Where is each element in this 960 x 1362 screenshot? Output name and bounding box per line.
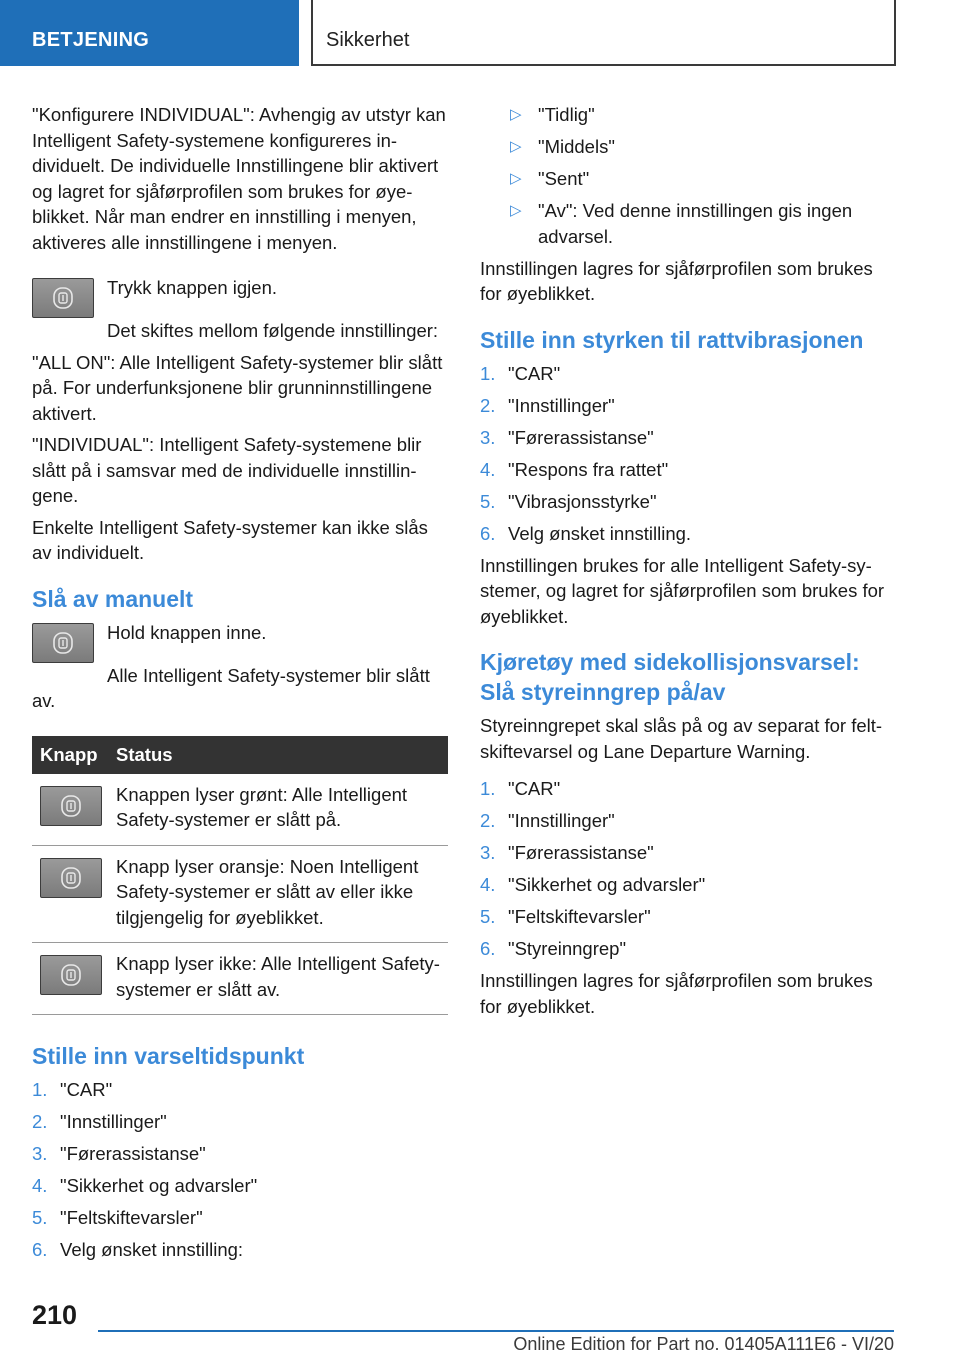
list-item: 3. "Førerassistanse" [480, 842, 654, 863]
list-item: 6. Velg ønsket innstilling. [480, 522, 692, 544]
list-item: 1. "CAR" [480, 778, 561, 799]
intro-paragraph: "Konfigurere INDIVIDUAL": Avhengig av utstyr kan Intelligent Safety-systemene konfigureres individuelt. De individuelle Innstillingene blir aktivert og lagret for sjåførprofilen som brukes for øyeblikket. Når man endrer en innstilling i menyen, aktiveres alle innstillingene i menyen. [32, 104, 446, 253]
page-number: 210 [32, 1300, 78, 1330]
side-collision-steps [480, 776, 894, 962]
status-cell: Knapp lyser ikke: Alle Intelligent Safety-systemer er slått av. [108, 943, 448, 1015]
safety-button-icon [40, 786, 102, 826]
warn-steps [32, 1077, 448, 1263]
col-status-header: Status [108, 736, 448, 774]
hold-row [32, 620, 448, 663]
list-item: 2. "Innstillinger" [32, 1111, 167, 1132]
single-text: Enkelte Intelligent Safety-systemer kan ikke slås av individuelt. [32, 516, 428, 563]
side-collision-text: Styreinngrepet skal slås på og av separat for feltskiftevarsel og Lane Departure Warning. [480, 715, 883, 762]
vibration-steps [480, 361, 894, 547]
press-again-row [32, 275, 448, 318]
edition-text: Online Edition for Part no. 01405A111E6 - VI/20 [513, 1334, 894, 1354]
right-column [480, 102, 894, 1025]
list-item: ▷ "Av": Ved denne innstillingen gis ingen advarsel. [480, 198, 894, 249]
list-item: 4. "Sikkerhet og advarsler" [480, 874, 706, 895]
hold-text: Hold knappen inne. [107, 621, 267, 643]
footer-divider [98, 1330, 894, 1332]
list-item: ▷ "Sent" [480, 166, 894, 192]
list-item: 4. "Sikkerhet og advarsler" [32, 1175, 258, 1196]
safety-button-icon [40, 955, 102, 995]
side-collision-heading: Kjøretøy med sidekollisjonsvarsel: Slå styreinngrep på/av [480, 649, 860, 705]
list-item: 5. "Feltskiftevarsler" [32, 1207, 203, 1228]
table-row [32, 774, 448, 846]
list-item: 6. "Styreinngrep" [480, 938, 627, 959]
all-on-text: "ALL ON": Alle Intelligent Safety-systemer blir slått på. For underfunksjonene blir grunninnstillingene aktivert. [32, 351, 443, 424]
list-item: ▷ "Middels" [480, 134, 894, 160]
warning-options [480, 102, 894, 249]
col-button-header: Knapp [32, 736, 108, 774]
saved-note: Innstillingen lagres for sjåførprofilen som brukes for øyeblikket. [480, 257, 873, 304]
warn-heading: Stille inn varseltidspunkt [32, 1043, 305, 1069]
chapter-tab [311, 0, 896, 66]
chapter-title: Sikkerhet [326, 29, 410, 51]
saved-note-2: Innstillingen lagres for sjåførprofilen som brukes for øyeblikket. [480, 970, 873, 1017]
vibration-note: Innstillingen brukes for alle Intelligent Safety-systemer, og lagret for sjåførprofilen som brukes for øyeblikket. [480, 554, 885, 627]
switch-text: Det skiftes mellom følgende innstillinger: [107, 320, 439, 341]
table-row [32, 943, 448, 1015]
status-table [32, 736, 448, 1016]
all-off-text: Alle Intelligent Safety-systemer blir slått av. [32, 664, 430, 711]
list-item: 3. "Førerassistanse" [480, 426, 654, 448]
safety-button-icon [40, 858, 102, 898]
list-item: 2. "Innstillinger" [480, 394, 615, 416]
vibration-heading: Stille inn styrken til rattvibrasjonen [480, 326, 864, 353]
safety-button-icon [32, 278, 94, 318]
manual-heading: Slå av manuelt [32, 585, 194, 612]
list-item: 1. "CAR" [32, 1079, 113, 1100]
list-item: 1. "CAR" [480, 362, 561, 384]
triangle-bullet-icon: ▷ [510, 106, 522, 123]
section-title: BETJENING [32, 29, 150, 51]
table-row [32, 845, 448, 943]
list-item: 4. "Respons fra rattet" [480, 458, 669, 480]
press-again-text: Trykk knappen igjen. [107, 277, 278, 298]
status-cell: Knapp lyser oransje: Noen Intelligent Safety-systemer er slått av eller ikke tilgjengelig for øyeblikket. [108, 845, 448, 943]
list-item: 5. "Feltskiftevarsler" [480, 906, 651, 927]
individual-text: "INDIVIDUAL": Intelligent Safety-systemene blir slått på i samsvar med de individuelle innstillingene. [32, 434, 422, 506]
list-item: 2. "Innstillinger" [480, 810, 615, 831]
triangle-bullet-icon: ▷ [510, 170, 522, 187]
triangle-bullet-icon: ▷ [510, 202, 522, 219]
triangle-bullet-icon: ▷ [510, 138, 522, 155]
page-header [0, 0, 960, 66]
left-column [32, 102, 448, 1269]
status-cell: Knappen lyser grønt: Alle Intelligent Safety-systemer er slått på. [108, 774, 448, 846]
list-item: 5. "Vibrasjonsstyrke" [480, 490, 657, 512]
safety-button-icon [32, 623, 94, 663]
section-tab [0, 0, 299, 66]
list-item: ▷ "Tidlig" [480, 102, 894, 128]
list-item: 6. Velg ønsket innstilling: [32, 1239, 244, 1260]
list-item: 3. "Førerassistanse" [32, 1143, 206, 1164]
